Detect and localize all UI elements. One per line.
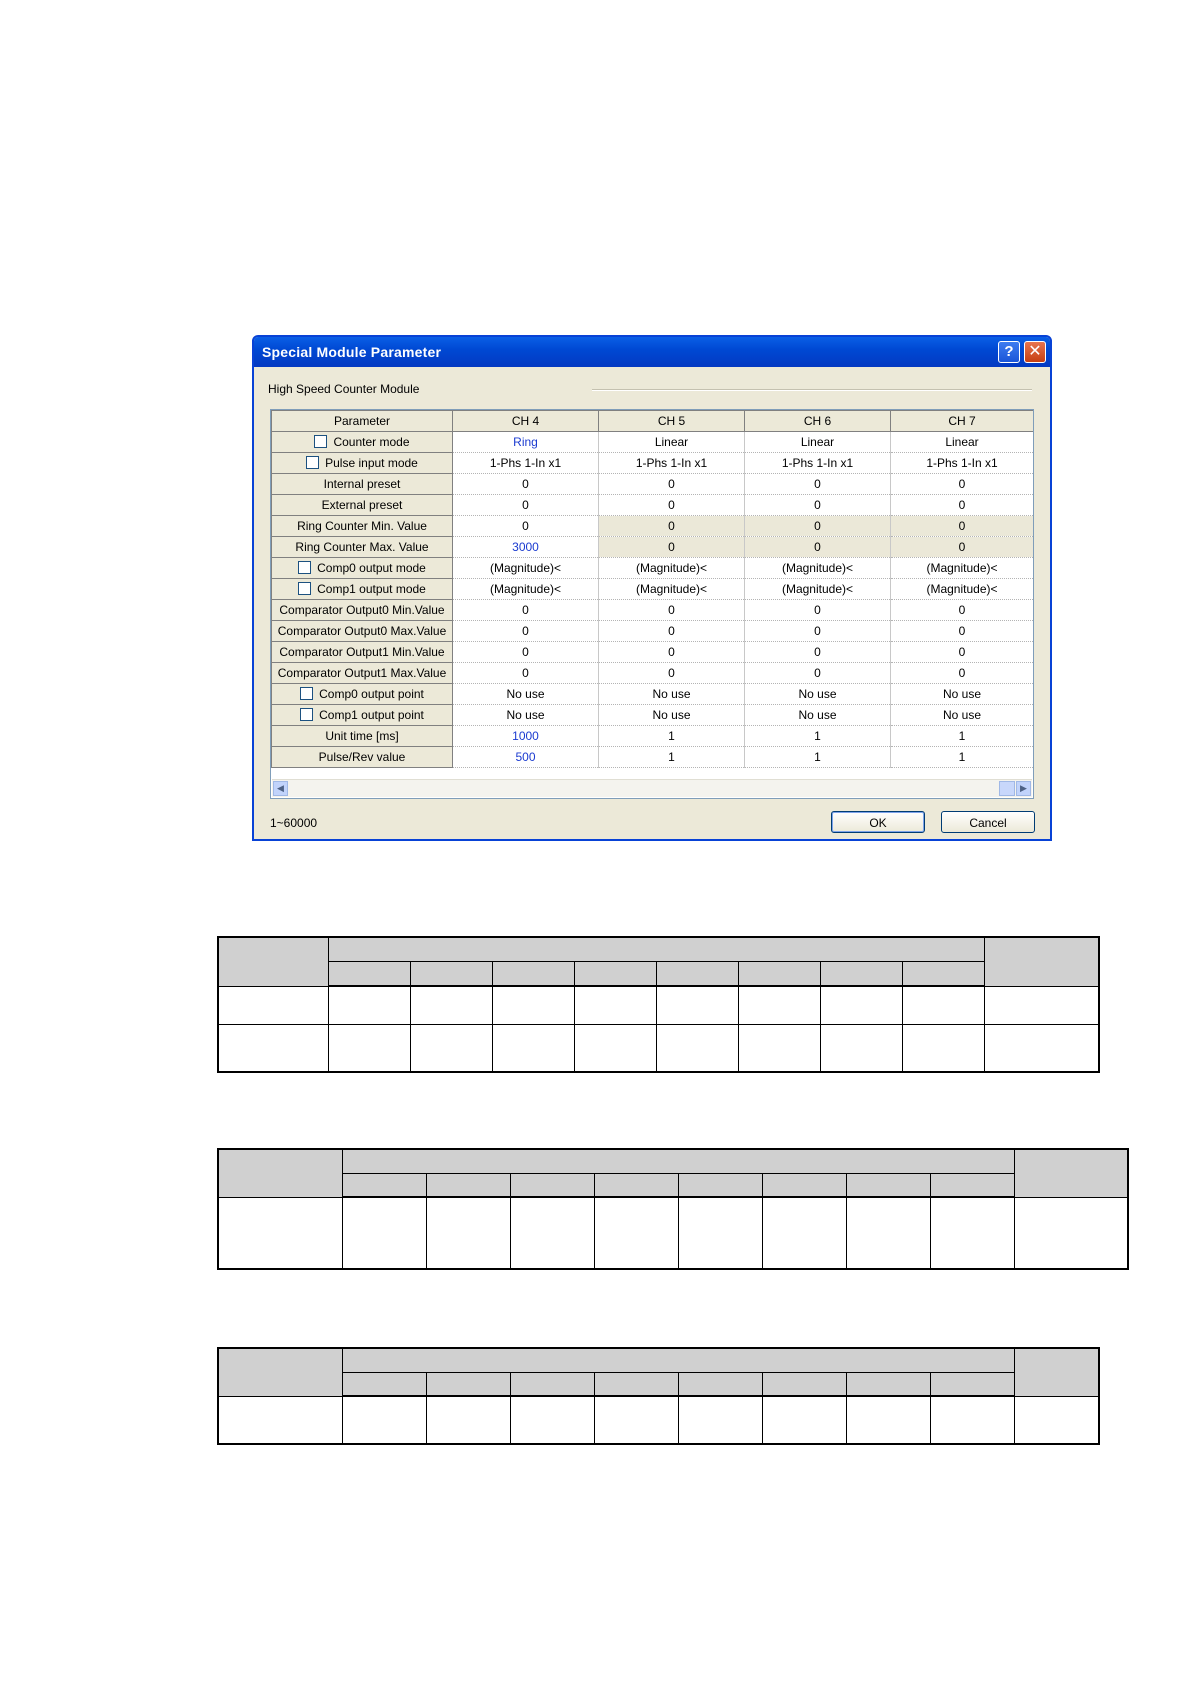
parameter-label-cell[interactable] — [272, 705, 453, 726]
parameter-value-cell[interactable]: 0 — [745, 663, 891, 684]
parameter-value-cell[interactable]: No use — [891, 684, 1034, 705]
parameter-label: External preset — [321, 498, 403, 512]
parameter-label: Counter mode — [333, 435, 410, 449]
parameter-label: Comparator Output0 Min.Value — [279, 603, 445, 617]
parameter-value-cell[interactable]: (Magnitude)< — [453, 579, 599, 600]
ok-button[interactable]: OK — [831, 811, 925, 833]
parameter-value-cell[interactable]: No use — [891, 705, 1034, 726]
parameter-value-cell[interactable]: 1-Phs 1-In x1 — [891, 453, 1034, 474]
parameter-label: Comp1 output point — [319, 708, 424, 722]
scroll-left-icon[interactable]: ◀ — [273, 781, 288, 796]
parameter-label: Comp0 output mode — [317, 561, 426, 575]
parameter-label: Ring Counter Min. Value — [297, 519, 427, 533]
parameter-label-cell — [272, 642, 453, 663]
parameter-label-cell — [272, 600, 453, 621]
parameter-value-cell[interactable]: 0 — [453, 663, 599, 684]
doc-cell — [218, 1149, 342, 1197]
parameter-label-cell — [272, 726, 453, 747]
parameter-value-cell[interactable]: 1 — [599, 747, 745, 768]
table-row — [272, 726, 1034, 747]
parameter-value-cell[interactable]: No use — [745, 684, 891, 705]
parameter-value-cell[interactable]: 0 — [599, 621, 745, 642]
grid-body — [272, 432, 1034, 768]
doc-cell — [984, 937, 1099, 986]
table-row — [272, 663, 1034, 684]
parameter-label: Ring Counter Max. Value — [295, 540, 429, 554]
checkbox-icon[interactable] — [300, 708, 313, 721]
parameter-value-cell[interactable]: 0 — [745, 495, 891, 516]
parameter-label: Comparator Output0 Max.Value — [277, 624, 447, 638]
parameter-value-cell[interactable]: 1 — [745, 747, 891, 768]
parameter-value-cell[interactable]: 1-Phs 1-In x1 — [745, 453, 891, 474]
parameter-value-cell[interactable]: No use — [599, 705, 745, 726]
parameter-value-cell[interactable]: 0 — [599, 495, 745, 516]
parameter-label: Pulse input mode — [325, 456, 418, 470]
parameter-value-cell[interactable]: 0 — [745, 516, 891, 537]
table-row — [272, 705, 1034, 726]
parameter-value-cell[interactable]: 0 — [891, 516, 1034, 537]
parameter-value-cell[interactable]: 0 — [599, 516, 745, 537]
parameter-label: Pulse/Rev value — [318, 750, 406, 764]
parameter-grid-container — [270, 409, 1034, 799]
parameter-value-cell[interactable]: No use — [745, 705, 891, 726]
doc-table-2 — [217, 1148, 1129, 1270]
parameter-value-cell[interactable]: (Magnitude)< — [599, 558, 745, 579]
table-row — [272, 621, 1034, 642]
parameter-label-cell — [272, 474, 453, 495]
parameter-value-cell[interactable]: (Magnitude)< — [745, 558, 891, 579]
module-label: High Speed Counter Module — [268, 382, 420, 396]
parameter-value-cell[interactable]: 0 — [599, 600, 745, 621]
parameter-value-cell[interactable]: 1-Phs 1-In x1 — [599, 453, 745, 474]
group-divider — [592, 389, 1032, 391]
parameter-value-cell[interactable]: 0 — [453, 600, 599, 621]
parameter-value-cell[interactable]: 1000 — [453, 726, 599, 747]
parameter-label-cell[interactable] — [272, 453, 453, 474]
doc-cell — [342, 1149, 1014, 1173]
parameter-value-cell[interactable]: Linear — [891, 432, 1034, 453]
doc-cell — [328, 937, 984, 961]
parameter-value-cell[interactable]: 1 — [891, 726, 1034, 747]
parameter-label-cell — [272, 495, 453, 516]
parameter-label: Comparator Output1 Min.Value — [279, 645, 445, 659]
parameter-value-cell[interactable]: 0 — [599, 663, 745, 684]
parameter-label: Unit time [ms] — [325, 729, 399, 743]
parameter-value-cell[interactable]: No use — [453, 684, 599, 705]
table-row — [272, 747, 1034, 768]
parameter-value-cell[interactable]: 0 — [599, 537, 745, 558]
parameter-value-cell[interactable]: 0 — [453, 621, 599, 642]
dialog-title: Special Module Parameter — [262, 344, 442, 360]
parameter-value-cell[interactable]: (Magnitude)< — [745, 579, 891, 600]
parameter-label-cell — [272, 663, 453, 684]
parameter-label: Comparator Output1 Max.Value — [277, 666, 447, 680]
parameter-value-cell[interactable]: 1-Phs 1-In x1 — [453, 453, 599, 474]
doc-cell — [1014, 1149, 1128, 1197]
parameter-value-cell[interactable]: (Magnitude)< — [599, 579, 745, 600]
parameter-value-cell[interactable]: 1 — [745, 726, 891, 747]
close-icon[interactable]: ✕ — [1024, 341, 1046, 363]
cancel-button[interactable]: Cancel — [941, 811, 1035, 833]
table-row — [272, 453, 1034, 474]
parameter-value-cell[interactable]: (Magnitude)< — [891, 558, 1034, 579]
parameter-label-cell — [272, 747, 453, 768]
parameter-label-cell — [272, 516, 453, 537]
table-row — [272, 579, 1034, 600]
range-hint: 1~60000 — [270, 816, 318, 830]
checkbox-icon[interactable] — [314, 435, 327, 448]
grid-header-channel: CH 7 — [891, 411, 1034, 432]
parameter-grid — [271, 410, 1034, 768]
table-row — [272, 474, 1034, 495]
doc-cell — [218, 937, 328, 986]
title-bar — [254, 337, 1050, 367]
parameter-label-cell — [272, 537, 453, 558]
parameter-label-cell[interactable] — [272, 432, 453, 453]
parameter-value-cell[interactable]: (Magnitude)< — [453, 558, 599, 579]
parameter-value-cell[interactable]: Linear — [599, 432, 745, 453]
parameter-label-cell — [272, 621, 453, 642]
table-row — [272, 642, 1034, 663]
grid-header-parameter: Parameter — [272, 411, 453, 432]
parameter-value-cell[interactable]: 0 — [891, 537, 1034, 558]
doc-cell — [1014, 1348, 1099, 1396]
parameter-label: Comp1 output mode — [317, 582, 426, 596]
table-row — [272, 495, 1034, 516]
parameter-value-cell[interactable]: Ring — [453, 432, 599, 453]
help-icon[interactable]: ? — [998, 341, 1020, 363]
grid-header-channel: CH 5 — [599, 411, 745, 432]
table-row — [272, 537, 1034, 558]
parameter-value-cell[interactable]: 0 — [453, 495, 599, 516]
grid-header-row — [272, 411, 1034, 432]
parameter-value-cell[interactable]: 0 — [891, 474, 1034, 495]
horizontal-scrollbar[interactable] — [272, 779, 1032, 797]
table-row — [272, 432, 1034, 453]
parameter-label-cell[interactable] — [272, 558, 453, 579]
parameter-label-cell[interactable] — [272, 684, 453, 705]
parameter-value-cell[interactable]: 500 — [453, 747, 599, 768]
table-row — [272, 558, 1034, 579]
parameter-label: Comp0 output point — [319, 687, 424, 701]
scroll-right-icon[interactable]: ▶ — [1016, 781, 1031, 796]
parameter-label-cell[interactable] — [272, 579, 453, 600]
parameter-value-cell[interactable]: 0 — [453, 516, 599, 537]
grid-header-channel: CH 6 — [745, 411, 891, 432]
table-row — [272, 516, 1034, 537]
parameter-value-cell[interactable]: 3000 — [453, 537, 599, 558]
table-row — [272, 684, 1034, 705]
parameter-value-cell[interactable]: 0 — [891, 495, 1034, 516]
special-module-parameter-dialog — [252, 335, 1052, 841]
table-row — [272, 600, 1034, 621]
checkbox-icon[interactable] — [298, 582, 311, 595]
parameter-value-cell[interactable]: 1 — [891, 747, 1034, 768]
parameter-value-cell[interactable]: No use — [599, 684, 745, 705]
checkbox-icon[interactable] — [300, 687, 313, 700]
grid-header-channel: CH 4 — [453, 411, 599, 432]
parameter-value-cell[interactable]: 0 — [599, 642, 745, 663]
parameter-value-cell[interactable]: 0 — [891, 642, 1034, 663]
parameter-value-cell[interactable]: 0 — [453, 474, 599, 495]
checkbox-icon[interactable] — [306, 456, 319, 469]
parameter-value-cell[interactable]: 0 — [745, 621, 891, 642]
parameter-value-cell[interactable]: Linear — [745, 432, 891, 453]
parameter-value-cell[interactable]: (Magnitude)< — [891, 579, 1034, 600]
parameter-value-cell[interactable]: 0 — [891, 663, 1034, 684]
parameter-value-cell[interactable]: 0 — [745, 642, 891, 663]
doc-cell — [218, 1348, 342, 1396]
parameter-value-cell[interactable]: 0 — [745, 600, 891, 621]
parameter-value-cell[interactable]: 0 — [891, 600, 1034, 621]
scroll-thumb[interactable] — [999, 781, 1015, 796]
doc-cell — [342, 1348, 1014, 1372]
parameter-value-cell[interactable]: 0 — [599, 474, 745, 495]
parameter-value-cell[interactable]: 0 — [745, 474, 891, 495]
checkbox-icon[interactable] — [298, 561, 311, 574]
parameter-value-cell[interactable]: 0 — [453, 642, 599, 663]
parameter-label: Internal preset — [323, 477, 401, 491]
parameter-value-cell[interactable]: 0 — [891, 621, 1034, 642]
parameter-value-cell[interactable]: No use — [453, 705, 599, 726]
doc-table-3 — [217, 1347, 1100, 1445]
doc-table-1 — [217, 936, 1100, 1073]
parameter-value-cell[interactable]: 0 — [745, 537, 891, 558]
parameter-value-cell[interactable]: 1 — [599, 726, 745, 747]
